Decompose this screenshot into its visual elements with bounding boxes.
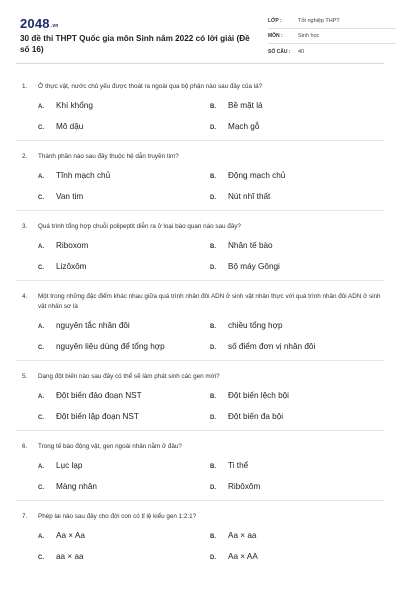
option-letter: A. <box>38 394 44 400</box>
option-letter: C. <box>38 265 44 271</box>
answer-option-c[interactable] <box>38 552 210 561</box>
question-stem <box>16 222 384 232</box>
option-text: Lizôxôm <box>56 262 87 271</box>
option-letter: B. <box>210 244 216 250</box>
option-letter: C. <box>38 345 44 351</box>
document-header <box>16 0 384 64</box>
answer-option-b[interactable] <box>210 461 382 470</box>
option-text: nguyên liệu dùng để tổng hợp <box>56 342 165 351</box>
answer-options <box>16 171 384 201</box>
option-text: Động mạch chủ <box>228 171 286 180</box>
answer-option-b[interactable] <box>210 321 382 330</box>
question-2 <box>16 152 384 211</box>
option-text: Ribôxôm <box>228 482 261 491</box>
option-letter: A. <box>38 104 44 110</box>
option-text: số điểm đơn vị nhân đôi <box>228 342 316 351</box>
question-stem <box>16 442 384 452</box>
logo-text: 2048 <box>20 16 50 31</box>
question-number: 3. <box>22 223 28 230</box>
option-text: Riboxom <box>56 241 89 250</box>
option-letter: D. <box>210 265 216 271</box>
option-letter: C. <box>38 125 44 131</box>
meta-value: 40 <box>298 48 305 55</box>
question-number: 2. <box>22 153 28 160</box>
question-text: Một trong những đặc điểm khác nhau giữa quá trình nhân đôi ADN ở sinh vật nhân thực với quá trình nhân đôi ADN ở sinh vật nhân sơ là <box>38 293 381 310</box>
question-number: 7. <box>22 513 28 520</box>
question-list <box>16 64 384 561</box>
divider <box>16 500 384 501</box>
option-text: Bề mặt lá <box>228 101 263 110</box>
option-letter: D. <box>210 345 216 351</box>
option-text: Tĩnh mạch chủ <box>56 171 111 180</box>
option-letter: D. <box>210 195 216 201</box>
answer-option-c[interactable] <box>38 412 210 421</box>
question-number: 6. <box>22 443 28 450</box>
question-stem <box>16 152 384 162</box>
answer-options <box>16 461 384 491</box>
divider <box>16 210 384 211</box>
option-letter: D. <box>210 485 216 491</box>
option-text: Đột biến đảo đoạn NST <box>56 391 142 400</box>
option-letter: C. <box>38 555 44 561</box>
question-text: Dạng đột biến nào sau đây có thể sẽ làm phát sinh các gen mới? <box>38 373 220 380</box>
answer-options <box>16 241 384 271</box>
question-text: Quá trình tổng hợp chuỗi polipeptit diễn ra ở loại bào quan nào sau đây? <box>38 223 241 230</box>
question-stem <box>16 512 384 522</box>
answer-option-d[interactable] <box>210 412 382 421</box>
divider <box>16 280 384 281</box>
option-text: Aa × Aa <box>56 531 85 540</box>
divider <box>16 430 384 431</box>
question-stem <box>16 82 384 92</box>
option-letter: A. <box>38 324 44 330</box>
question-text: Trong tế bào động vật, gen ngoài nhân nằm ở đâu? <box>38 443 182 450</box>
option-letter: B. <box>210 104 216 110</box>
answer-option-c[interactable] <box>38 482 210 491</box>
question-6 <box>16 442 384 501</box>
answer-options <box>16 531 384 561</box>
answer-option-d[interactable] <box>210 482 382 491</box>
option-text: Đột biến đa bội <box>228 412 284 421</box>
option-letter: B. <box>210 534 216 540</box>
answer-option-a[interactable] <box>38 321 210 330</box>
option-text: Khí khổng <box>56 101 93 110</box>
question-stem <box>16 372 384 382</box>
answer-option-d[interactable] <box>210 262 382 271</box>
option-letter: C. <box>38 195 44 201</box>
option-letter: C. <box>38 485 44 491</box>
answer-option-b[interactable] <box>210 241 382 250</box>
meta-label: LỚP : <box>268 18 282 24</box>
option-text: nguyên tắc nhân đôi <box>56 321 130 330</box>
meta-label: SỐ CÂU : <box>268 48 291 55</box>
answer-option-b[interactable] <box>210 391 382 400</box>
option-text: Đột biến lặp đoạn NST <box>56 412 139 421</box>
option-text: Bộ máy Gôngi <box>228 262 280 271</box>
answer-option-d[interactable] <box>210 122 382 131</box>
answer-option-b[interactable] <box>210 101 382 110</box>
option-text: Nút nhĩ thất <box>228 192 271 201</box>
answer-option-a[interactable] <box>38 531 210 540</box>
answer-option-c[interactable] <box>38 122 210 131</box>
answer-options <box>16 101 384 131</box>
answer-option-d[interactable] <box>210 342 382 351</box>
option-letter: D. <box>210 125 216 131</box>
answer-option-b[interactable] <box>210 171 382 180</box>
option-letter: D. <box>210 555 216 561</box>
option-letter: B. <box>210 394 216 400</box>
answer-option-a[interactable] <box>38 391 210 400</box>
logo-suffix: .vn <box>50 23 59 29</box>
option-letter: D. <box>210 415 216 421</box>
answer-option-c[interactable] <box>38 192 210 201</box>
option-text: Mô dậu <box>56 122 84 131</box>
option-text: Ti thể <box>228 461 249 470</box>
question-number: 4. <box>22 293 28 300</box>
meta-row-subject <box>268 29 396 44</box>
answer-option-c[interactable] <box>38 342 210 351</box>
question-text: Thành phần nào sau đây thuộc hệ dẫn truyền tim? <box>38 153 179 160</box>
document-title: 30 đề thi THPT Quốc gia môn Sinh năm 2022 có lời giải (Đề số 16) <box>20 34 250 54</box>
question-7 <box>16 512 384 561</box>
option-text: chiều tổng hợp <box>228 321 283 330</box>
answer-option-b[interactable] <box>210 531 382 540</box>
divider <box>16 360 384 361</box>
answer-option-a[interactable] <box>38 241 210 250</box>
question-stem <box>16 292 384 312</box>
meta-value: Sinh học <box>298 33 320 39</box>
divider <box>16 140 384 141</box>
answer-option-d[interactable] <box>210 192 382 201</box>
answer-option-c[interactable] <box>38 262 210 271</box>
option-letter: A. <box>38 464 44 470</box>
answer-option-a[interactable] <box>38 461 210 470</box>
option-text: Lục lạp <box>56 461 83 470</box>
meta-row-count <box>268 44 396 59</box>
option-letter: A. <box>38 244 44 250</box>
option-text: Aa × aa <box>228 531 257 540</box>
question-4 <box>16 292 384 361</box>
option-letter: B. <box>210 174 216 180</box>
option-letter: B. <box>210 464 216 470</box>
question-text: Ở thực vật, nước chủ yếu được thoát ra ngoài qua bộ phận nào sau đây của lá? <box>38 83 263 90</box>
option-text: aa × aa <box>56 552 84 561</box>
option-letter: A. <box>38 534 44 540</box>
question-text: Phép lai nào sau đây cho đời con có tỉ lệ kiểu gen 1:2:1? <box>38 513 197 520</box>
document-meta <box>268 14 396 59</box>
question-number: 1. <box>22 83 28 90</box>
meta-row-class <box>268 14 396 29</box>
answer-options <box>16 321 384 351</box>
option-text: Mạch gỗ <box>228 122 260 131</box>
option-letter: C. <box>38 415 44 421</box>
question-5 <box>16 372 384 431</box>
answer-option-d[interactable] <box>210 552 382 561</box>
answer-option-a[interactable] <box>38 171 210 180</box>
meta-label: MÔN : <box>268 33 283 39</box>
option-letter: B. <box>210 324 216 330</box>
site-logo[interactable] <box>20 16 59 31</box>
option-letter: A. <box>38 174 44 180</box>
option-text: Aa × AA <box>228 552 258 561</box>
question-1 <box>16 82 384 141</box>
option-text: Màng nhân <box>56 482 97 491</box>
question-3 <box>16 222 384 281</box>
option-text: Van tim <box>56 192 84 201</box>
option-text: Nhân tế bào <box>228 241 273 250</box>
question-number: 5. <box>22 373 28 380</box>
answer-option-a[interactable] <box>38 101 210 110</box>
option-text: Đột biến lệch bội <box>228 391 289 400</box>
meta-value: Tốt nghiệp THPT <box>298 18 340 24</box>
answer-options <box>16 391 384 421</box>
